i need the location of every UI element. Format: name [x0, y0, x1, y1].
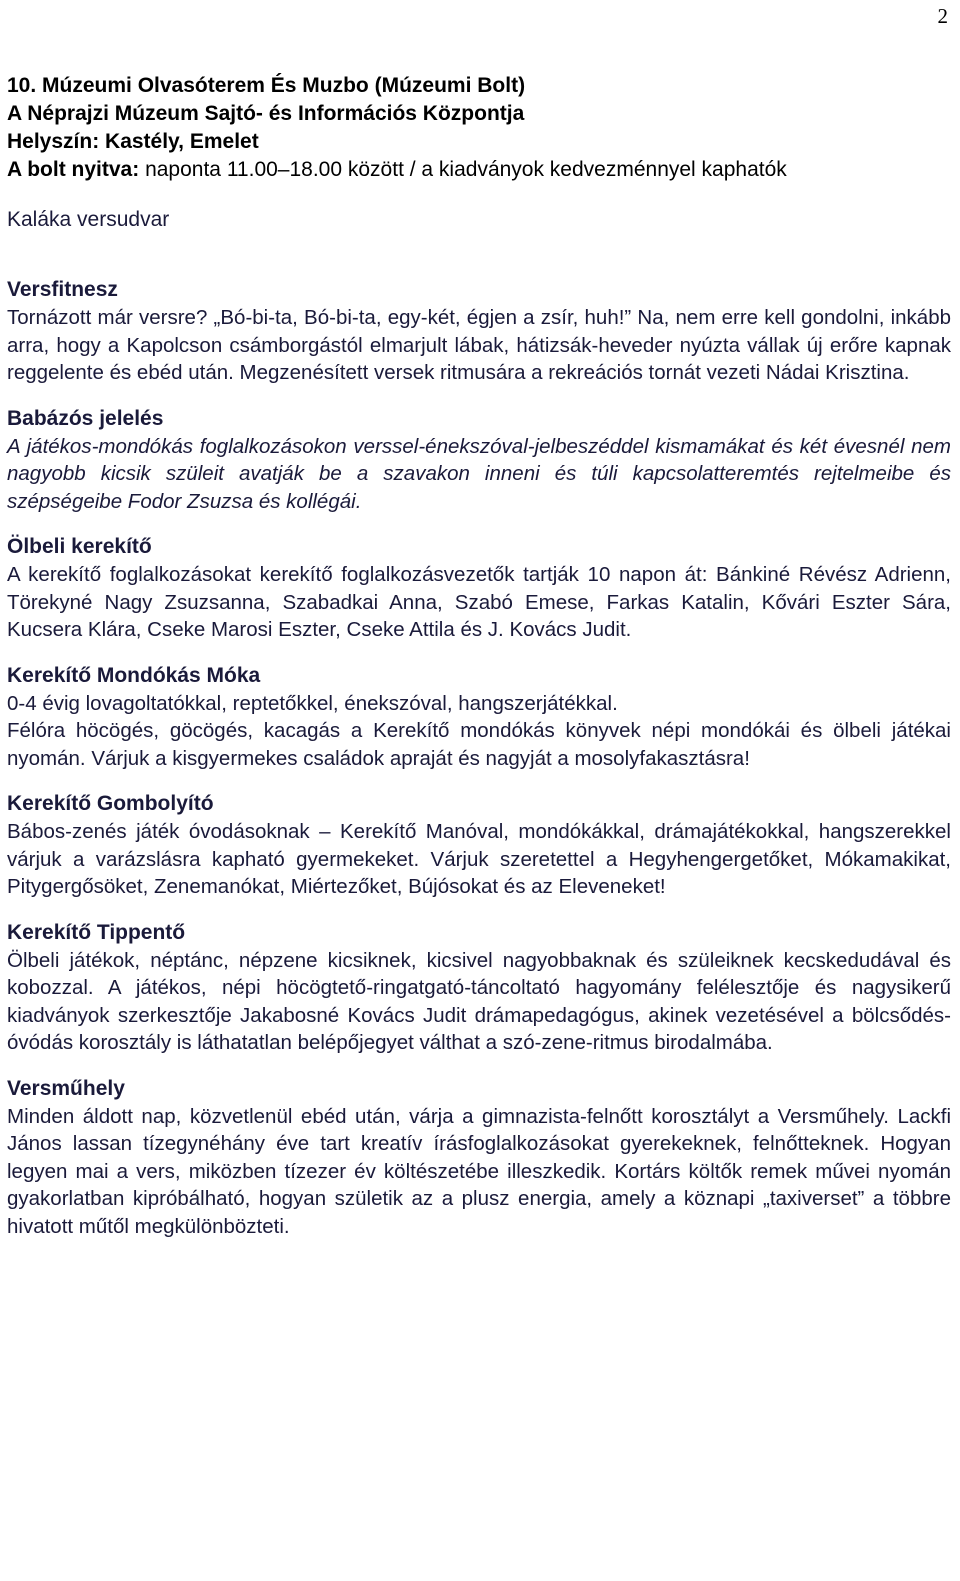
section-versmuhely — [7, 1075, 951, 1241]
section-olbeli-kerekito — [7, 533, 951, 644]
section-heading: Kerekítő Mondókás Móka — [7, 663, 261, 687]
program-header — [7, 72, 951, 184]
section-babazos-jeleles — [7, 405, 951, 516]
document-content — [7, 72, 951, 1240]
section-heading: Ölbeli kerekítő — [7, 535, 152, 558]
section-heading: Kerekítő Gombolyító — [7, 792, 214, 815]
hours-label: A bolt nyitva: — [7, 158, 140, 181]
section-heading: Babázós jelelés — [7, 406, 164, 430]
section-heading: Kerekítő Tippentő — [7, 920, 186, 944]
program-title: Kaláka versudvar — [7, 208, 170, 231]
section-body: A játékos-mondókás foglalkozásokon verssel-énekszóval-jelbeszéddel kismamákat és két évesnél nem nagyobb kicsik szüleit avatják be a szavakon inneni és túli kapcsolatteremtés rejtelmeibe és szépségeibe Fodor Zsuzsa és kollégái. — [7, 434, 951, 513]
section-mondokas-moka — [7, 662, 951, 773]
section-tippento — [7, 919, 951, 1057]
section-body: Bábos-zenés játék óvodásoknak – Kerekítő Manóval, mondókákkal, drámajátékokkal, hangszerekkel várjuk a varázslásra kapható gyermekeket. Várjuk szeretettel a Hegyhengergetőket, Mókamakikat, Pitygergősöket, Zenemanókat, Miértezőket, Bújósokat és az Eleveneket! — [7, 820, 951, 898]
header-line-hours — [7, 156, 951, 184]
section-body-intro: 0-4 évig lovagoltatókkal, reptetőkkel, énekszóval, hangszerjátékkal. — [7, 691, 618, 715]
section-body: A kerekítő foglalkozásokat kerekítő foglalkozásvezetők tartják 10 napon át: Bánkiné Révész Adrienn, Törekyné Nagy Zsuzsanna, Szabadkai Anna, Szabó Emese, Farkas Katalin, Kővári Eszter Sára, Kucsera Klára, Cseke Marosi Eszter, Cseke Attila és J. Kovács Judit. — [7, 563, 951, 641]
page-number: 2 — [937, 4, 948, 28]
section-versfitnesz — [7, 276, 951, 387]
header-line-venue: 10. Múzeumi Olvasóterem És Muzbo (Múzeumi Bolt) — [7, 74, 526, 97]
section-body: Félóra höcögés, göcögés, kacagás a Kerekítő mondókás könyvek népi mondókái és ölbeli játékai nyomán. Várjuk a kisgyermekes családok apraját és nagyját a mosolyfakasztásra! — [7, 719, 951, 770]
header-line-organizer: A Néprajzi Múzeum Sajtó- és Információs Központja — [7, 102, 525, 125]
section-body: Ölbeli játékok, néptánc, népzene kicsiknek, kicsivel nagyobbaknak és szüleiknek kecskedudával és kobozzal. A játékos, népi höcögtető-ringatgató-táncoltató hagyomány felélesztője és nagysikerű kiadványok szerkesztője Jakabosné Kovács Judit drámapedagógus, akinek vezetésével a bölcsődés-óvódás korosztály is láthatatlan belépőjegyet válthat a szó-zene-ritmus birodalmába. — [7, 948, 951, 1054]
section-gombolyito — [7, 790, 951, 901]
hours-text: naponta 11.00–18.00 között / a kiadványok kedvezménnyel kaphatók — [139, 158, 787, 181]
section-body: Minden áldott nap, közvetlenül ebéd után, várja a gimnazista-felnőtt korosztályt a Versműhely. Lackfi János lassan tízegynéhány éve tart kreatív írásfoglalkozásokat gyerekeknek, felnőtteknek. Hogyan legyen mai a vers, miközben tízezer év költészetébe illeszkedik. Kortárs költők remek művei nyomán gyakorlatban kipróbálható, hogyan születik az a plusz energia, amely a köznapi „taxiverset” a többre hivatott műtől megkülönbözteti. — [7, 1104, 951, 1238]
section-heading: Versműhely — [7, 1076, 125, 1100]
section-heading: Versfitnesz — [7, 278, 118, 301]
section-body: Tornázott már versre? „Bó-bi-ta, Bó-bi-ta, egy-két, égjen a zsír, huh!” Na, nem erre kell gondolni, inkább arra, hogy a Kapolcson csámborgástól elmarjult lábak, hátizsák-heveder nyúzta vállak új erőre kapnak reggelente és ebéd után. Megzenésített versek ritmusára a rekreációs tornát vezeti Nádai Krisztina. — [7, 306, 951, 384]
header-line-location: Helyszín: Kastély, Emelet — [7, 130, 259, 153]
